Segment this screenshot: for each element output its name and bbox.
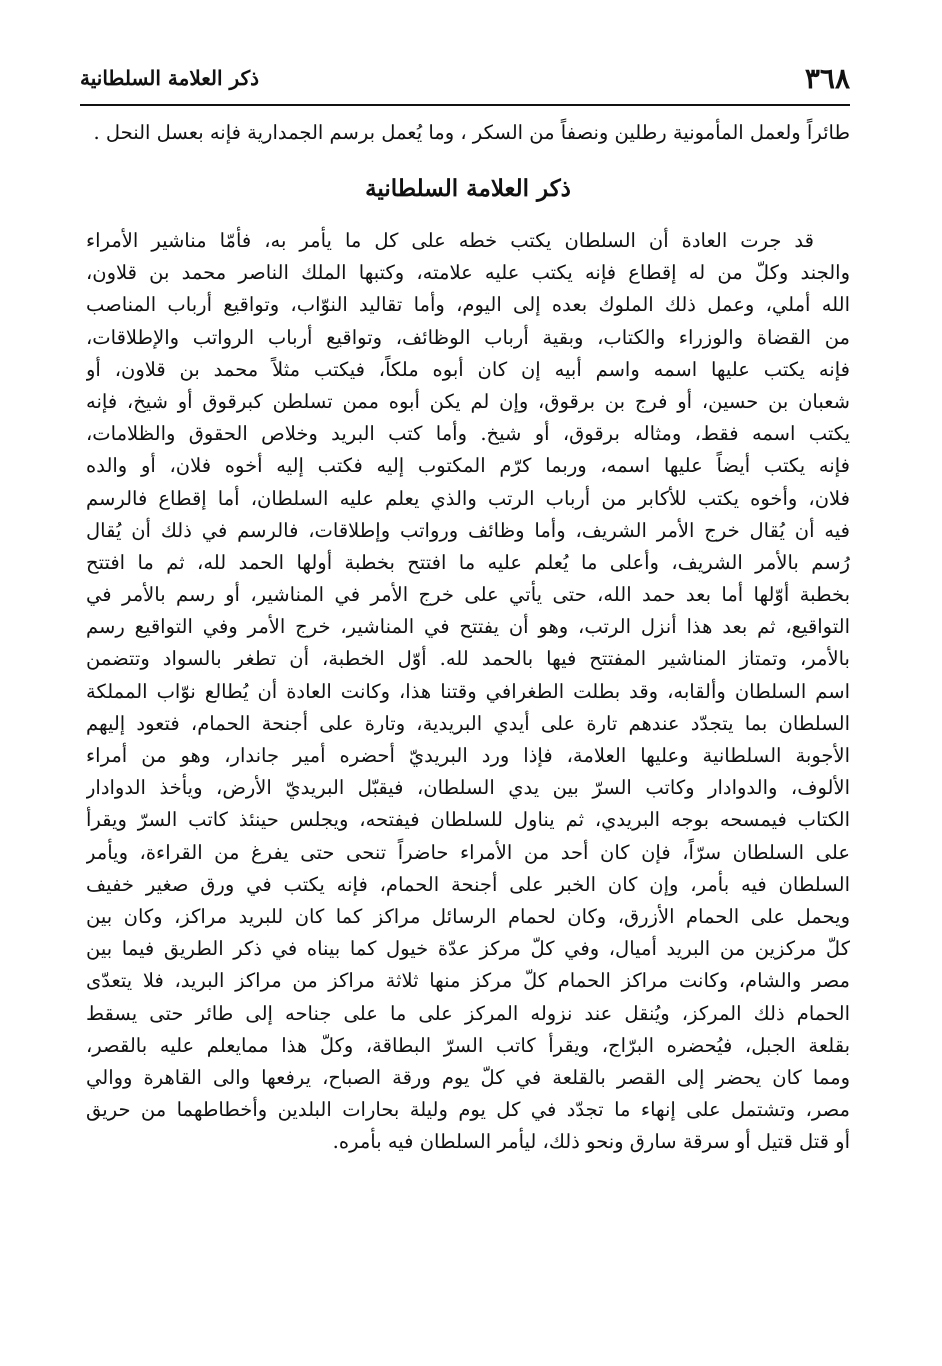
body-text-line: يكتب اسمه فقط، ومثاله برقوق، أو شيخ. وأما كتب البريد وخلاص الحقوق والظلامات، — [86, 422, 850, 446]
body-text-line: مصر، وتشتمل على إنهاء ما تجدّد في كل يوم وليلة بحارات البلدين وأخطاطهما من حريق — [86, 1098, 850, 1122]
body-text-line: ويحمل على الحمام الأزرق، وكان لحمام الرسائل مراكز كما كان للبريد مراكز، وكان بين — [86, 904, 850, 928]
body-text-line: التواقيع، ثم بعد هذا أنزل الرتب، وهو أن يفتتح في المناشير، خرج الأمر وفي التواقيع رسم — [86, 615, 850, 639]
page-number: ٣٦٨ — [804, 61, 850, 95]
body-text-line: بخطبة أوّلها أما بعد حمد الله، حتى يأتي على خرج الأمر في المناشير، أو رسم بالأمر في — [86, 583, 850, 607]
body-text-line: الله أملي، وعمل ذلك الملوك بعده إلى اليوم، وأما تقاليد النوّاب، وتواقيع أرباب المناصب — [86, 293, 850, 317]
body-text-line: الأجوبة السلطانية وعليها العلامة، فإذا ورد البريديّ أحضره أمير جاندار، وهو من أمراء — [86, 744, 850, 767]
body-text-line: ومما كان يحضر إلى القصر بالقلعة في كلّ يوم ورقة الصباح، يرفعها والى القاهرة ووالي — [86, 1065, 850, 1089]
body-text-line: والجند وكلّ من له إقطاع فإنه يكتب عليه علامته، وكتبها الملك الناصر محمد بن قلاون، — [86, 261, 850, 285]
body-text — [86, 225, 850, 1158]
body-text-line: فإنه يكتب عليها اسمه واسم أبيه إن كان أبوه ملكاً، فيكتب مثلاً محمد بن قلاون، أو — [86, 357, 850, 381]
body-text-line: الحمام ذلك المركز، ويُنقل عند نزوله المركز على ما على جناحه إلى طائر حتى يسقط — [86, 1001, 850, 1025]
body-text-line: كلّ مركزين من البريد أميال، وفي كلّ مركز عدّة خيول كما بيناه في ذكر الطريق فيما بين — [86, 937, 850, 961]
body-text-line: فلان، وأخوه يكتب للأكابر من أرباب الرتب والذي يعلم عليه السلطان، أما إقطاع فالرسم — [86, 486, 850, 510]
body-text-line: أو قتل قتيل أو سرقة سارق ونحو ذلك، ليأمر السلطان فيه بأمره. — [332, 1130, 850, 1154]
body-text-line: الألوف، والدوادار وكاتب السرّ بين يدي السلطان، فيقبّل البريديّ الأرض، ويأخذ الدوادار — [86, 776, 850, 800]
body-text-line: بالأمر، وتمتاز المناشير المفتتح فيها بالحمد لله. أوّل الخطبة، أن تطغر بالسواد وتتضمن — [86, 647, 850, 671]
body-text-line: الكتاب فيمسحه بوجه البريدي، ثم يناول للسلطان فيفتحه، ويجلس حينئذ كاتب السرّ ويقرأ — [86, 808, 850, 832]
body-text-line: السلطان بما يتجدّد عندهم تارة على أيدي البريدية، وتارة على أجنحة الحمام، فتعود إليهم — [86, 711, 850, 735]
running-title: ذكر العلامة السلطانية — [80, 66, 259, 90]
section-heading: ذكر العلامة السلطانية — [365, 175, 571, 202]
body-text-line: على السلطان سرّاً، فإن كان أحد من الأمراء حاضراً تنحى حتى يفرغ من القراءة، ويأمر — [86, 840, 850, 864]
header-rule — [80, 104, 850, 106]
body-text-line: مصر والشام، وكانت مراكز الحمام كلّ مركز منها ثلاثة مراكز من مراكز البريد، فلا يتعدّى — [86, 969, 850, 993]
body-text-line: بقلعة الجبل، فيُحضره البرّاج، ويقرأ كاتب السرّ البطاقة، وكلّ هذا ممايعلم عليه بالقصر، — [86, 1033, 850, 1057]
body-text-line: قد جرت العادة أن السلطان يكتب خطه على كل ما يأمر به، فأمّا مناشير الأمراء — [86, 229, 814, 252]
body-text-line: فإنه يكتب أيضاً عليها اسمه، وربما كرّم المكتوب إليه فكتب إليه أخوه فلان، أو والده — [86, 454, 850, 478]
body-text-line: رُسم بالأمر الشريف، وأعلى ما يُعلم عليه ما افتتح بخطبة أولها الحمد لله، ثم ما افتتح — [86, 550, 850, 574]
body-text-line: اسم السلطان وألقابه، وقد بطلت الطغرافي وقتنا هذا، وكانت العادة أن يُطالع نوّاب المملكة — [86, 679, 850, 703]
body-text-line: السلطان فيه بأمر، وإن كان الخبر على أجنحة الحمام، فإنه يكتب في ورق صغير خفيف — [86, 872, 850, 896]
running-header — [80, 58, 850, 98]
body-text-line: شعبان بن حسين، أو فرج بن برقوق، وإن لم يكن أبوه ممن تسلطن كبرقوق أو شيخ، فإنه — [86, 389, 850, 413]
continued-text-line: طائراً ولعمل المأمونية رطلين ونصفاً من السكر ، وما يُعمل برسم الجمدارية فإنه بعسل النحل . — [93, 121, 850, 144]
body-text-line: من القضاة والوزراء والكتاب، وبقية أرباب الوظائف، وتواقيع أرباب الرواتب والإطلاقات، — [86, 325, 850, 349]
body-text-line: فيه أن يُقال خرج الأمر الشريف، وأما وظائف ورواتب وإطلاقات، فالرسم في ذلك أن يُقال — [86, 518, 850, 542]
